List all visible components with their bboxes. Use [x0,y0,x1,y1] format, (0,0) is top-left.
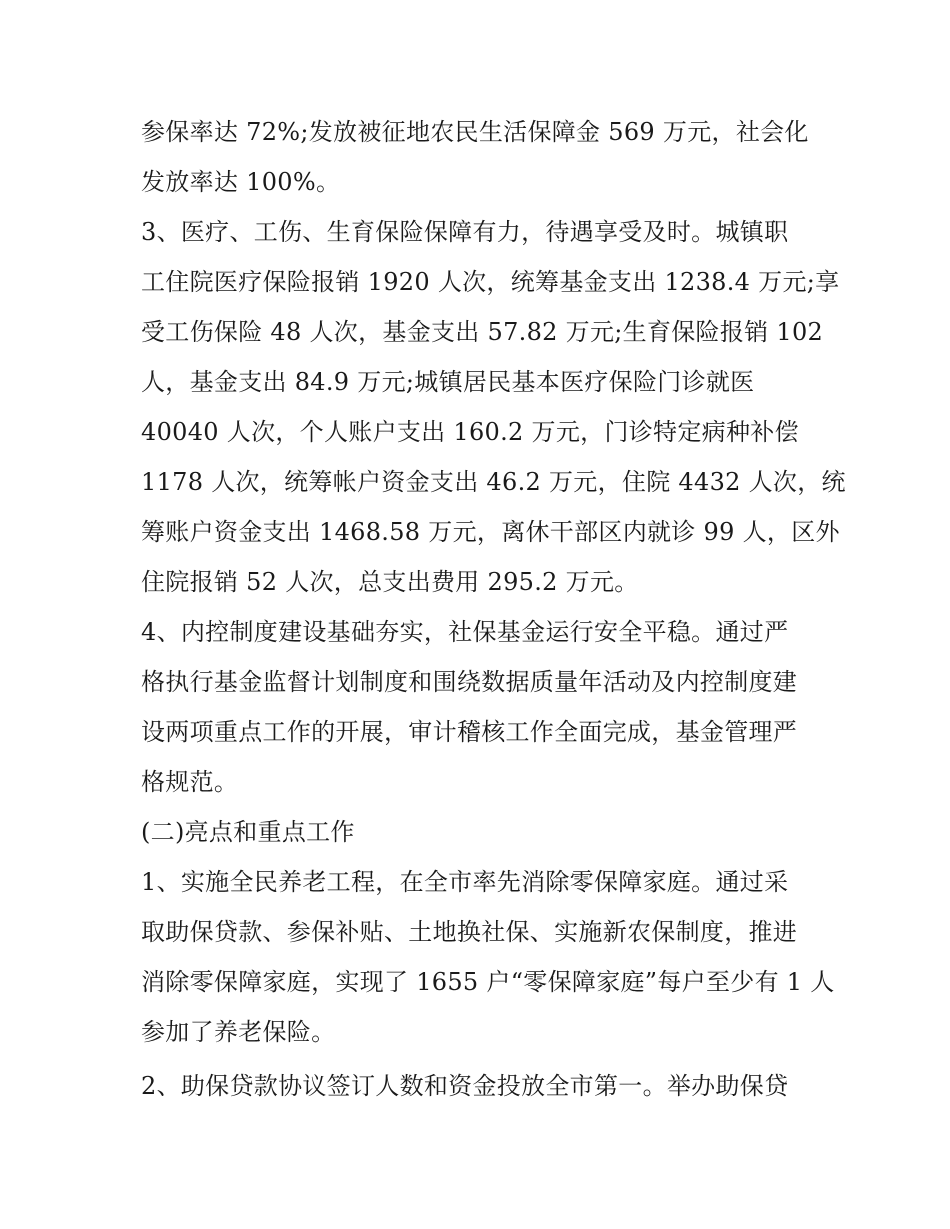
text-line: 格执行基金监督计划制度和围绕数据质量年活动及内控制度建 [141,668,798,696]
body-text [141,107,846,1111]
text-line: 发放率达 100%。 [141,168,341,196]
text-line: 受工伤保险 48 人次，基金支出 57.82 万元;生育保险报销 102 [141,318,824,346]
text-line: 取助保贷款、参保补贴、土地换社保、实施新农保制度，推进 [141,918,798,946]
text-line: 4、内控制度建设基础夯实，社保基金运行安全平稳。通过严 [141,618,789,646]
text-line: 参保率达 72%;发放被征地农民生活保障金 569 万元，社会化 [141,118,809,146]
text-line: 工住院医疗保险报销 1920 人次，统筹基金支出 1238.4 万元;享 [141,268,840,296]
text-line: 40040 人次，个人账户支出 160.2 万元，门诊特定病种补偿 [141,418,799,446]
text-line: 住院报销 52 人次，总支出费用 295.2 万元。 [141,568,639,596]
text-line: 消除零保障家庭，实现了 1655 户“零保障家庭”每户至少有 1 人 [141,968,835,996]
section-heading: (二)亮点和重点工作 [141,818,355,846]
text-line: 1、实施全民养老工程，在全市率先消除零保障家庭。通过采 [141,868,789,896]
text-line: 2、助保贷款协议签订人数和资金投放全市第一。举办助保贷 [141,1072,789,1100]
text-line: 人，基金支出 84.9 万元;城镇居民基本医疗保险门诊就医 [141,368,755,396]
text-line: 设两项重点工作的开展，审计稽核工作全面完成，基金管理严 [141,718,798,746]
text-line: 1178 人次，统筹帐户资金支出 46.2 万元，住院 4432 人次，统 [141,468,846,496]
text-line: 3、医疗、工伤、生育保险保障有力，待遇享受及时。城镇职 [141,218,789,246]
text-line: 格规范。 [141,768,239,796]
text-line: 筹账户资金支出 1468.58 万元，离休干部区内就诊 99 人，区外 [141,518,840,546]
text-line: 参加了养老保险。 [141,1018,336,1046]
